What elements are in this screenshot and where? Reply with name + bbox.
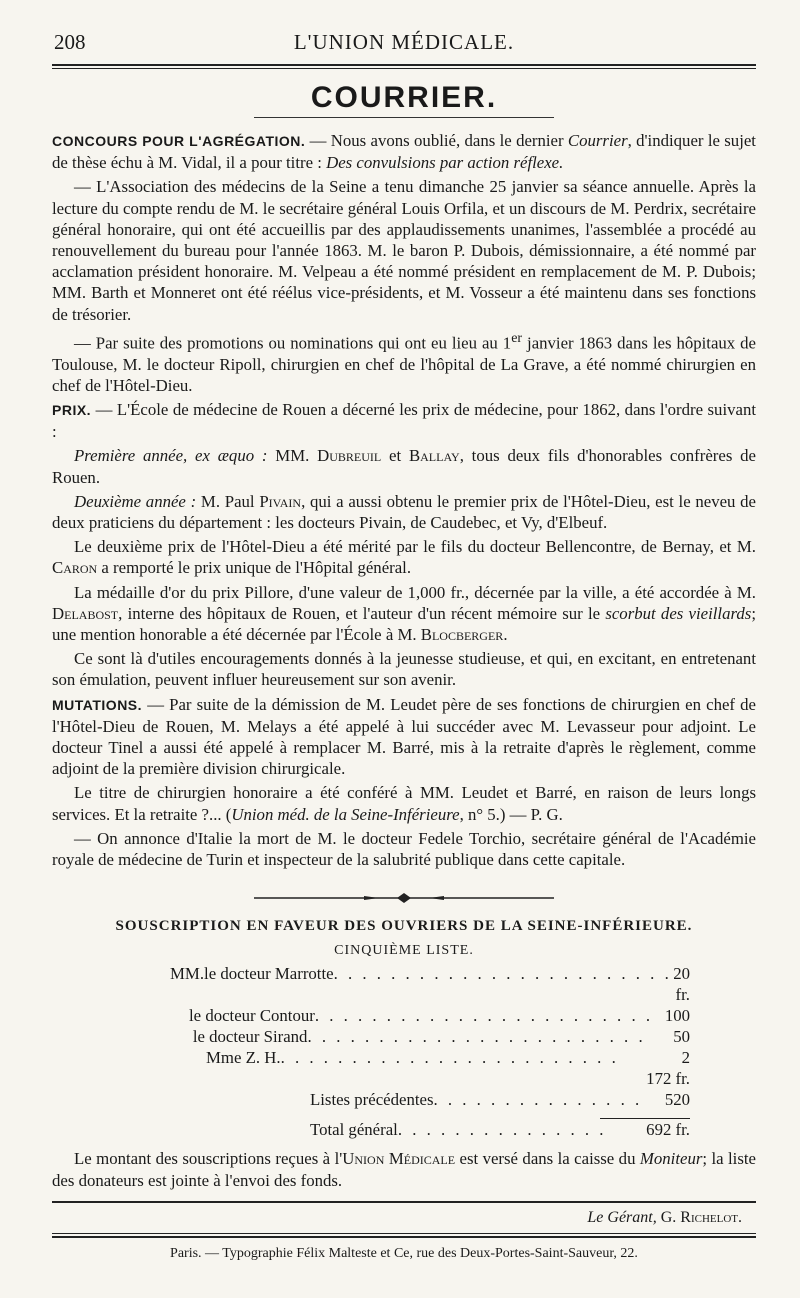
lead-concours: CONCOURS POUR L'AGRÉGATION. (52, 133, 306, 149)
donor-name: le docteur Contour (189, 1006, 315, 1026)
journal-title: L'UNION MÉDICALE. (293, 30, 515, 54)
text-span: La médaille d'or du prix Pillore, d'une valeur de 1,000 fr., décernée par la ville, a été accordée à M. (74, 582, 756, 602)
lead-prix: PRIX. (52, 402, 92, 419)
italic-span: Union méd. de la Seine-Inférieure (231, 804, 460, 824)
italic-span: Deuxième année : (74, 491, 197, 511)
lead-mutations: MUTATIONS. (52, 696, 143, 713)
paragraph-montant (52, 1148, 756, 1190)
person-name: Delabost (52, 603, 119, 623)
paragraph-toulouse (52, 328, 756, 396)
subscription-list-title: CINQUIÈME LISTE. (334, 943, 474, 959)
text-span: janvier 1863 dans les hôpitaux de Toulouse, M. le docteur Ripoll, chirurgien en chef de l'hôpital de La Grave, a été nommé chirurgien en chef de l'Hôtel-Dieu. (52, 333, 757, 395)
donor-name: Mme Z. H. (206, 1048, 281, 1068)
dot-leader: . . . . . . . . . . . . . . . . . . . . . . . . (314, 1006, 654, 1026)
printer-imprint: Paris. — Typographie Félix Malteste et Ce, rue des Deux-Portes-Saint-Sauveur, 22. (170, 1245, 638, 1261)
paragraph-prix (52, 399, 756, 442)
person-name: Caron (52, 558, 98, 578)
footer-rule-thin (52, 1233, 756, 1234)
previous-lists-label: Listes précédentes (310, 1090, 434, 1110)
dot-leader: . . . . . . . . . . . . . . . (397, 1120, 607, 1140)
text-span: , qui a aussi obtenu le premier prix de l'Hôtel-Dieu, est le neveu de deux praticiens du département : les docteurs Pivain, de Caudebec, et Vy, d'Elbeuf. (52, 491, 756, 533)
page-number: 208 (54, 30, 86, 54)
header-rule (52, 64, 756, 66)
previous-lists-row (170, 1089, 690, 1110)
grand-total-label: Total général (310, 1120, 398, 1140)
person-name: Ballay (408, 446, 460, 466)
text-span: Le montant des souscriptions reçues à l' (74, 1149, 343, 1169)
paragraph-deuxieme-prix (52, 536, 756, 578)
text-span: — L'École de médecine de Rouen a décerné les prix de médecine, pour 1862, dans l'ordre suivant : (52, 400, 756, 442)
journal-name: Union Médicale (342, 1149, 456, 1169)
donor-row (170, 963, 690, 1005)
header-rule-thin (52, 68, 756, 69)
italic-span: Courrier (567, 131, 628, 150)
paragraph-mutations (52, 694, 756, 780)
text-span: , interne des hôpitaux de Rouen, et l'auteur d'un récent mémoire sur le (118, 603, 606, 623)
subscription-totals (170, 1068, 690, 1140)
page-header (52, 30, 756, 58)
grand-total-amount: 692 fr. (646, 1120, 690, 1140)
thesis-title: Des convulsions par action réflexe. (326, 153, 564, 173)
donor-list (170, 963, 690, 1068)
paragraph-chirurgien-honoraire (52, 782, 756, 824)
donor-amount: 50 (673, 1027, 690, 1047)
text-span: . (503, 625, 508, 645)
subtotal-amount: 172 fr. (646, 1069, 690, 1089)
donor-row (170, 1005, 690, 1026)
donor-amount: 100 (664, 1006, 690, 1026)
donor-amount: 2 (681, 1048, 690, 1068)
donor-row (170, 1026, 690, 1047)
donor-name: le docteur Sirand (192, 1027, 308, 1047)
text-span: et (381, 446, 409, 466)
manager-name: G. Richelot. (660, 1208, 742, 1226)
title-underline (254, 117, 554, 118)
paragraph-concours (52, 130, 756, 173)
superscript: er (511, 330, 523, 346)
subscription-title: SOUSCRIPTION EN FAVEUR DES OUVRIERS DE LA SEINE-INFÉRIEURE. (115, 918, 693, 935)
text-span: , tous deux fils d'honorables confrères de Rouen. (52, 446, 756, 487)
subtotal-row (170, 1068, 690, 1089)
section-title: COURRIER. (310, 81, 498, 114)
text-span: M. Paul (196, 491, 260, 511)
text-span: Le deuxième prix de l'Hôtel-Dieu a été mérité par le fils du docteur Bellencontre, de Bernay, et M. (74, 537, 756, 557)
text-span: — Nous avons oublié, dans le dernier (305, 131, 568, 150)
donor-prefix: MM. (170, 964, 205, 984)
closing-note (52, 1148, 756, 1190)
article-body (52, 130, 756, 870)
paragraph-torchio: — On annonce d'Italie la mort de M. le docteur Fedele Torchio, secrétaire général de l'Académie royale de médecine de Turin et inspecteur de la salubrité publique dans cette capitale. (52, 828, 756, 870)
person-name: Dubreuil (317, 446, 382, 466)
grand-total-row (170, 1119, 690, 1140)
text-span: Le titre de chirurgien honoraire a été conféré à MM. Leudet et Barré, en raison de leurs longs services. Et la retraite ?... ( (52, 783, 756, 824)
italic-span: Moniteur (639, 1149, 703, 1169)
manager-label: Le Gérant, (587, 1208, 657, 1226)
dot-leader: . . . . . . . . . . . . . . . . . . . . . . . . (307, 1027, 646, 1047)
text-span: , n° 5.) — P. G. (459, 804, 563, 824)
italic-span: scorbut des vieillards (605, 603, 752, 623)
dot-leader: . . . . . . . . . . . . . . . (433, 1090, 643, 1110)
donor-name: le docteur Marrotte (204, 964, 334, 984)
footer-rule (52, 1201, 756, 1203)
text-span: a remporté le prix unique de l'Hôpital général. (97, 558, 412, 578)
paragraph-medaille (52, 582, 756, 646)
text-span: — Par suite des promotions ou nominations qui ont eu lieu au 1 (74, 333, 512, 353)
text-span: ; une mention honorable a été décernée par l'École à M. (52, 603, 756, 645)
donor-amount: 20 fr. (673, 964, 690, 1005)
ornament-rule-icon (254, 892, 554, 904)
paragraph-deuxieme-annee (52, 491, 756, 533)
footer-rule-thick (52, 1236, 756, 1238)
text-span: ; la liste des donateurs est jointe à l'envoi des fonds. (52, 1149, 756, 1190)
person-name: Blocberger (420, 625, 504, 645)
paragraph-encouragements: Ce sont là d'utiles encouragements donnés à la jeunesse studieuse, et qui, en excitant, en entretenant son émulation, peuvent influer heureusement sur son avenir. (52, 649, 756, 690)
text-span: MM. (267, 446, 318, 466)
ornament-divider (52, 892, 756, 904)
dot-leader: . . . . . . . . . . . . . . . . . . . . . . . . (280, 1048, 619, 1068)
manager-signature (52, 1209, 742, 1227)
text-span: est versé dans la caisse du (455, 1149, 640, 1169)
text-span: — Par suite de la démission de M. Leudet père de ses fonctions de chirurgien en chef de l'Hôtel-Dieu de Rouen, M. Melays a été appelé à lui succéder avec M. Levasseur pour adjoint. Le docteur Tinel a aussi été appelé à remplacer M. Barré, mis à la retraite d'après le règlement, comme adjoint de la première division chirurgicale. (52, 694, 756, 779)
previous-lists-amount: 520 (664, 1090, 690, 1110)
paragraph-premiere-annee (52, 445, 756, 487)
italic-span: Première année, ex æquo : (74, 446, 268, 466)
person-name: Pivain (259, 491, 302, 511)
dot-leader: . . . . . . . . . . . . . . . . . . . . . . . . (333, 964, 672, 984)
donor-row (170, 1047, 690, 1068)
text-span: , d'indiquer le sujet de thèse échu à M. Vidal, il a pour titre : (52, 131, 756, 173)
paragraph-association: — L'Association des médecins de la Seine a tenu dimanche 25 janvier sa séance annuelle. Après la lecture du compte rendu de M. le secrétaire général Louis Orfila, et un discours de M. Perdrix, secrétaire général honoraire, qui ont été accueillis par des applaudissements unanimes, l'assemblée a procédé au renouvellement du bureau pour l'année 1863. M. le baron P. Dubois, démissionnaire, a été nommé par acclamation président honoraire. M. Velpeau a été nommé président en remplacement de M. P. Dubois; MM. Barth et Monneret ont été réélus vice-présidents, et M. Vosseur a été maintenu dans ses fonctions de trésorier. (52, 177, 756, 324)
